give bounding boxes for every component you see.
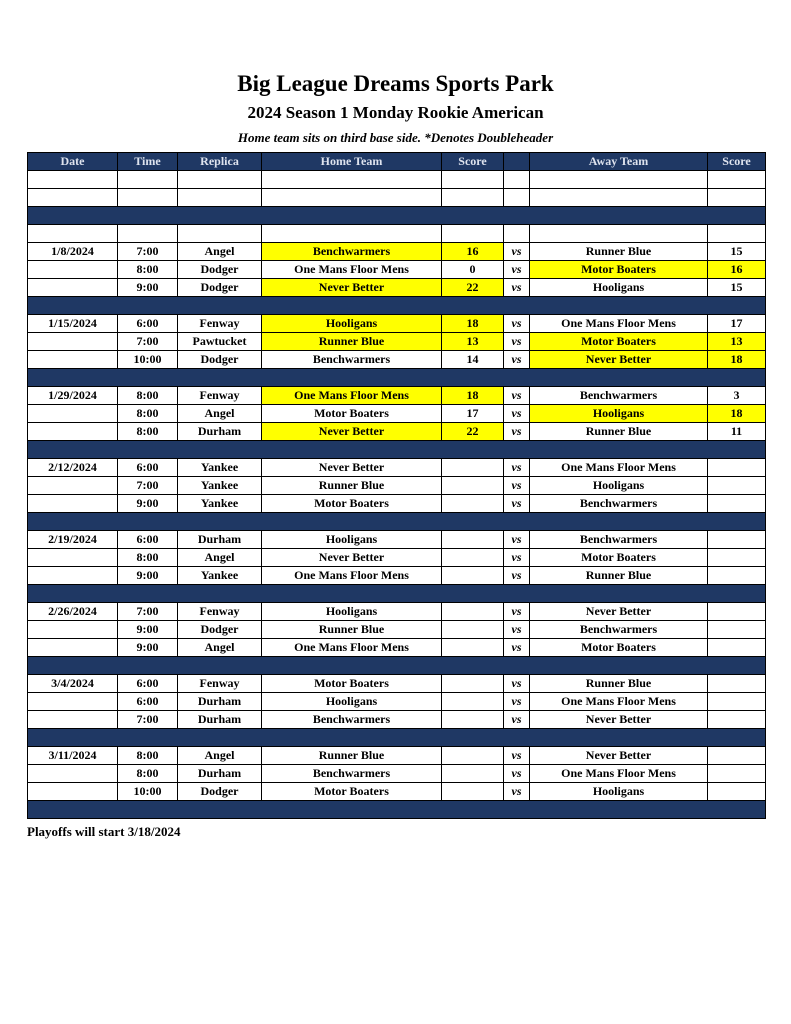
- away-team-cell: Hooligans: [530, 783, 708, 801]
- date-cell: 3/4/2024: [28, 675, 118, 693]
- away-team-cell: Runner Blue: [530, 567, 708, 585]
- empty-cell: [504, 171, 530, 189]
- date-cell: [28, 639, 118, 657]
- vs-cell: vs: [504, 603, 530, 621]
- home-team-cell: Hooligans: [262, 315, 442, 333]
- away-team-cell: Runner Blue: [530, 243, 708, 261]
- time-cell: 8:00: [118, 549, 178, 567]
- separator-row: [28, 801, 766, 819]
- home-score-cell: [442, 531, 504, 549]
- home-team-cell: Runner Blue: [262, 477, 442, 495]
- replica-cell: Angel: [178, 243, 262, 261]
- away-score-cell: 3: [708, 387, 766, 405]
- home-team-cell: Runner Blue: [262, 333, 442, 351]
- separator-cell: [28, 297, 766, 315]
- game-row: [28, 549, 766, 567]
- date-cell: [28, 423, 118, 441]
- date-cell: [28, 765, 118, 783]
- home-score-cell: 18: [442, 387, 504, 405]
- home-team-cell: Hooligans: [262, 693, 442, 711]
- home-team-note: Home team sits on third base side. *Denotes Doubleheader: [237, 130, 554, 145]
- replica-cell: Durham: [178, 693, 262, 711]
- away-score-cell: 11: [708, 423, 766, 441]
- away-score-cell: 15: [708, 279, 766, 297]
- away-team-cell: Motor Boaters: [530, 261, 708, 279]
- date-cell: [28, 693, 118, 711]
- game-row: [28, 693, 766, 711]
- separator-cell: [28, 729, 766, 747]
- replica-cell: Dodger: [178, 783, 262, 801]
- away-team-cell: Motor Boaters: [530, 333, 708, 351]
- empty-cell: [118, 225, 178, 243]
- date-cell: [28, 351, 118, 369]
- date-cell: 1/15/2024: [28, 315, 118, 333]
- empty-cell: [708, 171, 766, 189]
- home-team-cell: Never Better: [262, 279, 442, 297]
- home-team-cell: Benchwarmers: [262, 765, 442, 783]
- vs-cell: vs: [504, 459, 530, 477]
- date-cell: 2/19/2024: [28, 531, 118, 549]
- away-score-cell: 18: [708, 405, 766, 423]
- home-score-cell: [442, 747, 504, 765]
- game-row: [28, 423, 766, 441]
- playoffs-note: Playoffs will start 3/18/2024: [27, 824, 181, 839]
- vs-cell: vs: [504, 423, 530, 441]
- separator-row: [28, 369, 766, 387]
- page-title: Big League Dreams Sports Park: [237, 71, 554, 96]
- separator-row: [28, 657, 766, 675]
- vs-cell: vs: [504, 243, 530, 261]
- vs-cell: vs: [504, 261, 530, 279]
- replica-cell: Durham: [178, 423, 262, 441]
- time-cell: 8:00: [118, 765, 178, 783]
- separator-row: [28, 207, 766, 225]
- replica-cell: Dodger: [178, 351, 262, 369]
- col-header-home-team: Home Team: [262, 153, 442, 171]
- time-cell: 7:00: [118, 333, 178, 351]
- home-team-cell: Motor Boaters: [262, 405, 442, 423]
- date-cell: 2/26/2024: [28, 603, 118, 621]
- separator-cell: [28, 801, 766, 819]
- col-header-replica: Replica: [178, 153, 262, 171]
- game-row: [28, 261, 766, 279]
- home-score-cell: [442, 549, 504, 567]
- col-header-vs-spacer: [504, 153, 530, 171]
- home-score-cell: [442, 477, 504, 495]
- col-header-away-team: Away Team: [530, 153, 708, 171]
- empty-cell: [262, 171, 442, 189]
- away-team-cell: One Mans Floor Mens: [530, 315, 708, 333]
- col-header-home-score: Score: [442, 153, 504, 171]
- away-team-cell: Never Better: [530, 351, 708, 369]
- away-team-cell: Benchwarmers: [530, 531, 708, 549]
- vs-cell: vs: [504, 333, 530, 351]
- away-score-cell: [708, 531, 766, 549]
- away-score-cell: 16: [708, 261, 766, 279]
- date-cell: [28, 567, 118, 585]
- empty-cell: [708, 189, 766, 207]
- game-row: [28, 747, 766, 765]
- game-row: [28, 477, 766, 495]
- date-cell: [28, 711, 118, 729]
- date-cell: [28, 621, 118, 639]
- home-score-cell: [442, 765, 504, 783]
- vs-cell: vs: [504, 279, 530, 297]
- separator-cell: [28, 369, 766, 387]
- away-team-cell: Benchwarmers: [530, 387, 708, 405]
- home-score-cell: [442, 675, 504, 693]
- home-team-cell: Motor Boaters: [262, 783, 442, 801]
- away-score-cell: [708, 459, 766, 477]
- vs-cell: vs: [504, 693, 530, 711]
- time-cell: 9:00: [118, 279, 178, 297]
- time-cell: 8:00: [118, 747, 178, 765]
- time-cell: 7:00: [118, 603, 178, 621]
- vs-cell: vs: [504, 387, 530, 405]
- away-team-cell: Never Better: [530, 603, 708, 621]
- home-team-cell: Benchwarmers: [262, 351, 442, 369]
- game-row: [28, 567, 766, 585]
- time-cell: 8:00: [118, 261, 178, 279]
- away-score-cell: [708, 621, 766, 639]
- home-team-cell: Motor Boaters: [262, 495, 442, 513]
- empty-cell: [442, 171, 504, 189]
- home-score-cell: 14: [442, 351, 504, 369]
- away-score-cell: [708, 783, 766, 801]
- separator-row: [28, 585, 766, 603]
- separator-cell: [28, 207, 766, 225]
- empty-cell: [504, 225, 530, 243]
- empty-row: [28, 225, 766, 243]
- replica-cell: Angel: [178, 549, 262, 567]
- page-subtitle: 2024 Season 1 Monday Rookie American: [247, 103, 544, 122]
- away-score-cell: 15: [708, 243, 766, 261]
- time-cell: 9:00: [118, 567, 178, 585]
- home-team-cell: Runner Blue: [262, 621, 442, 639]
- home-score-cell: [442, 639, 504, 657]
- home-score-cell: [442, 603, 504, 621]
- date-cell: 2/12/2024: [28, 459, 118, 477]
- vs-cell: vs: [504, 639, 530, 657]
- vs-cell: vs: [504, 405, 530, 423]
- replica-cell: Durham: [178, 765, 262, 783]
- col-header-date: Date: [28, 153, 118, 171]
- home-team-cell: One Mans Floor Mens: [262, 261, 442, 279]
- vs-cell: vs: [504, 549, 530, 567]
- game-row: [28, 459, 766, 477]
- away-team-cell: Never Better: [530, 747, 708, 765]
- away-team-cell: One Mans Floor Mens: [530, 459, 708, 477]
- empty-cell: [178, 171, 262, 189]
- home-team-cell: Motor Boaters: [262, 675, 442, 693]
- vs-cell: vs: [504, 783, 530, 801]
- home-score-cell: [442, 711, 504, 729]
- empty-cell: [530, 189, 708, 207]
- empty-cell: [28, 225, 118, 243]
- vs-cell: vs: [504, 351, 530, 369]
- replica-cell: Fenway: [178, 675, 262, 693]
- away-score-cell: 13: [708, 333, 766, 351]
- game-row: [28, 639, 766, 657]
- separator-cell: [28, 657, 766, 675]
- vs-cell: vs: [504, 711, 530, 729]
- away-team-cell: Benchwarmers: [530, 621, 708, 639]
- game-row: [28, 711, 766, 729]
- time-cell: 7:00: [118, 711, 178, 729]
- game-row: [28, 333, 766, 351]
- game-row: [28, 675, 766, 693]
- separator-cell: [28, 585, 766, 603]
- game-row: [28, 405, 766, 423]
- replica-cell: Angel: [178, 639, 262, 657]
- time-cell: 8:00: [118, 387, 178, 405]
- replica-cell: Dodger: [178, 261, 262, 279]
- away-score-cell: [708, 549, 766, 567]
- away-team-cell: Motor Boaters: [530, 639, 708, 657]
- separator-row: [28, 729, 766, 747]
- away-score-cell: [708, 765, 766, 783]
- home-score-cell: 17: [442, 405, 504, 423]
- date-cell: [28, 477, 118, 495]
- time-cell: 8:00: [118, 405, 178, 423]
- date-cell: 1/8/2024: [28, 243, 118, 261]
- empty-cell: [504, 189, 530, 207]
- home-score-cell: 18: [442, 315, 504, 333]
- replica-cell: Dodger: [178, 279, 262, 297]
- replica-cell: Angel: [178, 405, 262, 423]
- away-score-cell: [708, 639, 766, 657]
- time-cell: 6:00: [118, 315, 178, 333]
- separator-row: [28, 441, 766, 459]
- away-team-cell: Runner Blue: [530, 675, 708, 693]
- empty-cell: [28, 189, 118, 207]
- time-cell: 9:00: [118, 495, 178, 513]
- away-score-cell: [708, 495, 766, 513]
- away-team-cell: Runner Blue: [530, 423, 708, 441]
- home-team-cell: One Mans Floor Mens: [262, 567, 442, 585]
- date-cell: [28, 783, 118, 801]
- home-score-cell: [442, 495, 504, 513]
- home-score-cell: 13: [442, 333, 504, 351]
- empty-row: [28, 189, 766, 207]
- empty-cell: [530, 171, 708, 189]
- game-row: [28, 603, 766, 621]
- game-row: [28, 495, 766, 513]
- game-row: [28, 279, 766, 297]
- away-team-cell: Benchwarmers: [530, 495, 708, 513]
- away-score-cell: 17: [708, 315, 766, 333]
- date-cell: [28, 279, 118, 297]
- empty-cell: [708, 225, 766, 243]
- game-row: [28, 531, 766, 549]
- col-header-away-score: Score: [708, 153, 766, 171]
- home-team-cell: Runner Blue: [262, 747, 442, 765]
- replica-cell: Yankee: [178, 495, 262, 513]
- replica-cell: Yankee: [178, 567, 262, 585]
- time-cell: 6:00: [118, 693, 178, 711]
- empty-cell: [178, 189, 262, 207]
- empty-cell: [118, 171, 178, 189]
- game-row: [28, 243, 766, 261]
- empty-cell: [262, 189, 442, 207]
- date-cell: [28, 333, 118, 351]
- date-cell: [28, 261, 118, 279]
- separator-row: [28, 297, 766, 315]
- date-cell: 1/29/2024: [28, 387, 118, 405]
- replica-cell: Durham: [178, 711, 262, 729]
- home-team-cell: Never Better: [262, 459, 442, 477]
- empty-cell: [118, 189, 178, 207]
- replica-cell: Pawtucket: [178, 333, 262, 351]
- time-cell: 9:00: [118, 639, 178, 657]
- game-row: [28, 387, 766, 405]
- home-score-cell: [442, 459, 504, 477]
- away-team-cell: Motor Boaters: [530, 549, 708, 567]
- vs-cell: vs: [504, 531, 530, 549]
- replica-cell: Dodger: [178, 621, 262, 639]
- empty-cell: [442, 225, 504, 243]
- vs-cell: vs: [504, 747, 530, 765]
- replica-cell: Fenway: [178, 315, 262, 333]
- time-cell: 10:00: [118, 351, 178, 369]
- separator-cell: [28, 441, 766, 459]
- time-cell: 6:00: [118, 675, 178, 693]
- home-score-cell: 22: [442, 279, 504, 297]
- schedule-table: [27, 152, 766, 819]
- home-team-cell: Never Better: [262, 549, 442, 567]
- home-team-cell: Never Better: [262, 423, 442, 441]
- date-cell: [28, 495, 118, 513]
- date-cell: [28, 405, 118, 423]
- col-header-time: Time: [118, 153, 178, 171]
- time-cell: 10:00: [118, 783, 178, 801]
- away-team-cell: One Mans Floor Mens: [530, 693, 708, 711]
- separator-row: [28, 513, 766, 531]
- empty-cell: [178, 225, 262, 243]
- home-team-cell: Hooligans: [262, 531, 442, 549]
- vs-cell: vs: [504, 495, 530, 513]
- time-cell: 6:00: [118, 531, 178, 549]
- replica-cell: Fenway: [178, 603, 262, 621]
- replica-cell: Durham: [178, 531, 262, 549]
- home-score-cell: 0: [442, 261, 504, 279]
- home-score-cell: 22: [442, 423, 504, 441]
- date-cell: [28, 549, 118, 567]
- date-cell: 3/11/2024: [28, 747, 118, 765]
- time-cell: 9:00: [118, 621, 178, 639]
- replica-cell: Angel: [178, 747, 262, 765]
- away-score-cell: [708, 477, 766, 495]
- game-row: [28, 315, 766, 333]
- away-team-cell: Never Better: [530, 711, 708, 729]
- away-score-cell: 18: [708, 351, 766, 369]
- home-team-cell: Benchwarmers: [262, 711, 442, 729]
- away-score-cell: [708, 693, 766, 711]
- replica-cell: Yankee: [178, 459, 262, 477]
- away-team-cell: Hooligans: [530, 279, 708, 297]
- empty-row: [28, 171, 766, 189]
- vs-cell: vs: [504, 765, 530, 783]
- away-score-cell: [708, 711, 766, 729]
- time-cell: 8:00: [118, 423, 178, 441]
- vs-cell: vs: [504, 315, 530, 333]
- home-team-cell: Benchwarmers: [262, 243, 442, 261]
- replica-cell: Fenway: [178, 387, 262, 405]
- away-team-cell: Hooligans: [530, 405, 708, 423]
- away-score-cell: [708, 567, 766, 585]
- home-team-cell: One Mans Floor Mens: [262, 387, 442, 405]
- vs-cell: vs: [504, 675, 530, 693]
- vs-cell: vs: [504, 621, 530, 639]
- separator-cell: [28, 513, 766, 531]
- home-score-cell: [442, 783, 504, 801]
- empty-cell: [28, 171, 118, 189]
- away-score-cell: [708, 747, 766, 765]
- time-cell: 7:00: [118, 243, 178, 261]
- game-row: [28, 621, 766, 639]
- game-row: [28, 351, 766, 369]
- empty-cell: [442, 189, 504, 207]
- away-team-cell: One Mans Floor Mens: [530, 765, 708, 783]
- away-team-cell: Hooligans: [530, 477, 708, 495]
- game-row: [28, 783, 766, 801]
- home-team-cell: One Mans Floor Mens: [262, 639, 442, 657]
- table-header-row: [28, 153, 766, 171]
- away-score-cell: [708, 603, 766, 621]
- vs-cell: vs: [504, 477, 530, 495]
- home-score-cell: [442, 693, 504, 711]
- time-cell: 6:00: [118, 459, 178, 477]
- home-score-cell: [442, 621, 504, 639]
- vs-cell: vs: [504, 567, 530, 585]
- empty-cell: [530, 225, 708, 243]
- away-score-cell: [708, 675, 766, 693]
- home-score-cell: 16: [442, 243, 504, 261]
- time-cell: 7:00: [118, 477, 178, 495]
- empty-cell: [262, 225, 442, 243]
- home-score-cell: [442, 567, 504, 585]
- game-row: [28, 765, 766, 783]
- replica-cell: Yankee: [178, 477, 262, 495]
- home-team-cell: Hooligans: [262, 603, 442, 621]
